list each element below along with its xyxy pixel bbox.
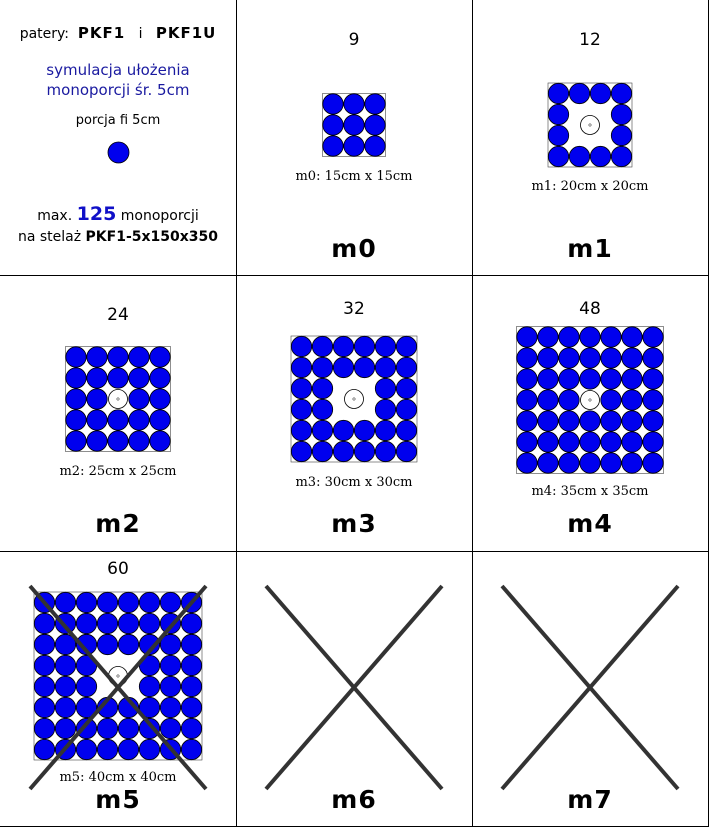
portion-circle (323, 94, 343, 114)
tray-dimensions: m3: 30cm x 30cm (295, 475, 413, 490)
portion-circle (312, 378, 332, 398)
simulation-line-2: monoporcji śr. 5cm (46, 81, 190, 99)
cell-m2 (0, 275, 236, 550)
cell-m0 (236, 0, 472, 275)
portion-circle (396, 336, 416, 356)
portion-circle (108, 347, 128, 367)
max-value: 125 (76, 203, 117, 225)
portion-circle (622, 348, 642, 368)
portion-circle (312, 399, 332, 419)
portion-circle (538, 453, 558, 473)
portion-circle (354, 336, 374, 356)
model-code: m7 (567, 785, 613, 814)
portion-circle (150, 410, 170, 430)
model-code: m5 (95, 785, 141, 814)
simulation-caption (0, 60, 236, 100)
portion-circle (590, 83, 610, 103)
portion-circle (517, 432, 537, 452)
portion-circle (601, 327, 621, 347)
portion-circle (548, 146, 568, 166)
portion-circle (611, 83, 631, 103)
cell-m3 (236, 275, 472, 550)
portion-circle (354, 357, 374, 377)
info-cell (0, 0, 236, 275)
portion-circle (375, 357, 395, 377)
portion-circle (622, 411, 642, 431)
center-post-ring (345, 390, 364, 409)
portion-circle (538, 390, 558, 410)
portion-circle (580, 348, 600, 368)
portion-circle (396, 399, 416, 419)
portion-circle (375, 441, 395, 461)
cell-m6 (236, 551, 472, 826)
portion-circle (396, 441, 416, 461)
title-conj: i (138, 26, 143, 42)
portion-circle (559, 390, 579, 410)
portion-circle (517, 348, 537, 368)
portion-circle (333, 336, 353, 356)
portion-circle (150, 389, 170, 409)
portion-circle (312, 420, 332, 440)
portion-circle (622, 369, 642, 389)
portion-circle (590, 146, 610, 166)
max-capacity (0, 204, 236, 248)
portion-label: porcja fi 5cm (75, 113, 161, 128)
portion-circle (312, 441, 332, 461)
tray-dimensions: m4: 35cm x 35cm (531, 484, 649, 499)
portion-circle (643, 348, 663, 368)
portion-circle (538, 411, 558, 431)
portion-count: 60 (107, 559, 129, 579)
cell-m4 (472, 275, 708, 550)
portion-circle (365, 94, 385, 114)
portion-circle (601, 390, 621, 410)
title-prefix: patery: (19, 26, 69, 42)
portion-circle (375, 420, 395, 440)
portion-circle (365, 136, 385, 156)
portion-circle (291, 357, 311, 377)
portion-circle (291, 441, 311, 461)
portion-circle (548, 125, 568, 145)
portion-circle (129, 431, 149, 451)
portion-circle (569, 146, 589, 166)
portion-circle (375, 378, 395, 398)
portion-circle (66, 347, 86, 367)
max-prefix: max. (37, 208, 73, 224)
portion-circle (601, 411, 621, 431)
portion-circle (559, 453, 579, 473)
model-a: PKF1 (77, 24, 126, 42)
model-code: m0 (331, 234, 377, 263)
portion-circle (66, 389, 86, 409)
center-post-ring (109, 390, 128, 409)
portion-circle (87, 431, 107, 451)
portion-circle (559, 348, 579, 368)
model-code: m4 (567, 509, 613, 538)
portion-circle (323, 115, 343, 135)
cell-m5 (0, 551, 236, 826)
portion-circle (344, 115, 364, 135)
portion-circle (538, 369, 558, 389)
portion-circle (611, 146, 631, 166)
tray-dimensions: m2: 25cm x 25cm (59, 464, 177, 479)
portion-circle (538, 432, 558, 452)
center-post-ring (581, 116, 600, 135)
portion-circle (66, 431, 86, 451)
model-b: PKF1U (155, 24, 217, 42)
portion-circle (643, 411, 663, 431)
portion-circle (559, 411, 579, 431)
portion-circle (291, 420, 311, 440)
tray-dimensions: m5: 40cm x 40cm (59, 770, 177, 785)
portion-circle (622, 453, 642, 473)
portion-circle (601, 369, 621, 389)
rack-prefix: na stelaż (17, 229, 82, 245)
portion-circle (129, 389, 149, 409)
tray-dimensions: m0: 15cm x 15cm (295, 169, 413, 184)
portion-circle (291, 378, 311, 398)
portion-circle (333, 357, 353, 377)
portion-circle (611, 125, 631, 145)
portion-circle (622, 327, 642, 347)
portion-circle (548, 83, 568, 103)
portion-circle (601, 348, 621, 368)
portion-circle (601, 432, 621, 452)
simulation-line-1: symulacja ułożenia (46, 61, 190, 79)
portion-circle (87, 368, 107, 388)
portion-circle (150, 368, 170, 388)
portion-circle (312, 336, 332, 356)
portion-circle (580, 411, 600, 431)
portion-circle (580, 432, 600, 452)
portion-circle (580, 369, 600, 389)
portion-circle (344, 94, 364, 114)
portion-circle (129, 347, 149, 367)
portion-circle (396, 420, 416, 440)
model-code: m1 (567, 234, 613, 263)
portion-circle (643, 453, 663, 473)
portion-circle (538, 327, 558, 347)
portion-circle (643, 327, 663, 347)
portion-circle (87, 347, 107, 367)
center-post-ring (581, 391, 600, 410)
portion-circle (517, 411, 537, 431)
portion-count: 9 (348, 30, 360, 50)
portion-circle (559, 327, 579, 347)
portion-circle (375, 399, 395, 419)
portion-circle (643, 390, 663, 410)
cell-m7 (472, 551, 708, 826)
portion-count: 12 (579, 30, 601, 50)
portion-circle (375, 336, 395, 356)
cell-m1 (472, 0, 708, 275)
portion-circle (622, 390, 642, 410)
portion-circle (559, 369, 579, 389)
product-title (0, 24, 236, 42)
portion-circle (66, 368, 86, 388)
rack-model: PKF1-5x150x350 (85, 229, 219, 245)
portion-circle (601, 453, 621, 473)
portion-circle (129, 410, 149, 430)
portion-circle (580, 327, 600, 347)
portion-circle (538, 348, 558, 368)
portion-circle (517, 327, 537, 347)
portion-circle (517, 390, 537, 410)
tray-dimensions: m1: 20cm x 20cm (531, 179, 649, 194)
portion-circle (108, 410, 128, 430)
portion-circle (622, 432, 642, 452)
portion-circle (108, 368, 128, 388)
model-code: m6 (331, 785, 377, 814)
portion-circle (559, 432, 579, 452)
model-code: m3 (331, 509, 377, 538)
portion-circle (129, 368, 149, 388)
portion-count: 24 (107, 305, 129, 325)
portion-circle (291, 399, 311, 419)
portion-circle (333, 420, 353, 440)
portion-circle (354, 441, 374, 461)
portion-circle (611, 104, 631, 124)
model-code: m2 (95, 509, 141, 538)
portion-circle (66, 410, 86, 430)
portion-circle (150, 431, 170, 451)
portion-circle (344, 136, 364, 156)
portion-circle (323, 136, 343, 156)
portion-circle (517, 369, 537, 389)
portion-circle (580, 453, 600, 473)
portion-circle (396, 378, 416, 398)
portion-circle (108, 431, 128, 451)
portion-count: 48 (579, 299, 601, 319)
portion-circle (354, 420, 374, 440)
portion-sample-icon (107, 141, 130, 164)
portion-count: 32 (343, 299, 365, 319)
portion-circle (365, 115, 385, 135)
portion-circle (569, 83, 589, 103)
portion-circle (291, 336, 311, 356)
max-suffix: monoporcji (120, 208, 199, 224)
portion-circle (517, 453, 537, 473)
portion-circle (150, 347, 170, 367)
portion-circle (333, 441, 353, 461)
portion-circle (643, 369, 663, 389)
portion-circle (643, 432, 663, 452)
portion-circle (87, 410, 107, 430)
portion-circle (548, 104, 568, 124)
portion-circle (87, 389, 107, 409)
portion-circle (312, 357, 332, 377)
portion-circle (396, 357, 416, 377)
